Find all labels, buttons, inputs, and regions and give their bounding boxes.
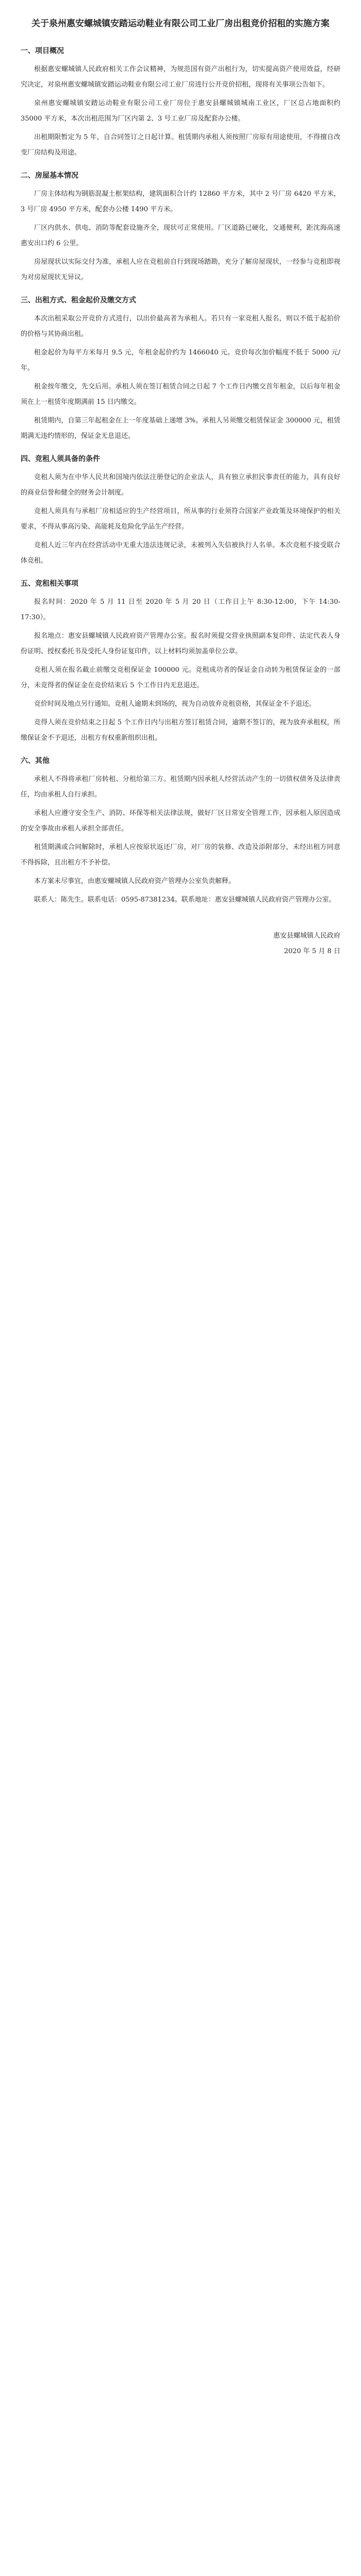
paragraph: 厂区内供水、供电、消防等配套设施齐全，现状可正常使用。厂区道路已硬化，交通便利，距沈海高速惠安出口约 6 公里。 xyxy=(21,224,340,247)
paragraph: 竞租人近三年内在经营活动中无重大违法违规记录，未被列入失信被执行人名单。本次竞租不接受联合体竞租。 xyxy=(21,541,340,565)
paragraph: 竞价时间及地点另行通知。竞租人逾期未到场的，视为自动放弃竞租资格，其保证金不予退还。 xyxy=(34,700,316,708)
section-heading-5: 五、竞租相关事项 xyxy=(21,580,78,588)
contact-info: 联系人：陈先生。联系电话：0595-87381234。联系地址：惠安县螺城镇人民政府资产管理办公室。 xyxy=(34,896,336,904)
paragraph: 租赁期内，自第三年起租金在上一年度基础上递增 3%。承租人另须缴交租赁保证金 300000 元，租赁期满无违约情形的，保证金无息退还。 xyxy=(21,417,340,440)
paragraph: 出租期限暂定为 5 年，自合同签订之日起计算。租赁期内承租人须按照厂房原有用途使用，不得擅自改变厂房结构及用途。 xyxy=(21,133,340,157)
paragraph: 租金起价为每平方米每月 9.5 元，年租金起价约为 1466040 元。竞价每次加价幅度不低于 5000 元/年。 xyxy=(21,349,340,372)
paragraph: 租金按年缴交，先交后用。承租人须在签订租赁合同之日起 7 个工作日内缴交首年租金，以后每年租金须在上一租赁年度期满前 15 日内缴交。 xyxy=(21,383,340,406)
paragraph: 报名地点：惠安县螺城镇人民政府资产管理办公室。报名时须提交营业执照副本复印件、法定代表人身份证明、授权委托书及受托人身份证复印件，以上材料均须加盖单位公章。 xyxy=(21,632,340,655)
document xyxy=(21,16,340,959)
paragraph: 竞租人须在报名截止前缴交竞租保证金 100000 元。竞租成功者的保证金自动转为租赁保证金的一部分，未竞得者的保证金在竞价结束后 5 个工作日内无息退还。 xyxy=(21,666,340,689)
document-title: 关于泉州惠安螺城镇安踏运动鞋业有限公司工业厂房出租竞价招租的实施方案 xyxy=(31,19,330,29)
paragraph: 竞租人须具有与承租厂房相适应的生产经营项目，所从事的行业须符合国家产业政策及环境保护的相关要求，不得从事高污染、高能耗及危险化学品生产经营。 xyxy=(21,507,340,531)
section-heading-1: 一、项目概况 xyxy=(21,47,64,55)
paragraph: 竞得人须在竞价结束之日起 5 个工作日内与出租方签订租赁合同，逾期不签订的，视为放弃承租权，所缴保证金不予退还，出租方有权重新组织出租。 xyxy=(21,719,340,742)
signature-org: 惠安县螺城镇人民政府 xyxy=(273,932,340,940)
paragraph: 承租人应遵守安全生产、消防、环保等相关法律法规，做好厂区日常安全管理工作，因承租人原因造成的安全事故由承租人承担全部责任。 xyxy=(21,809,340,833)
section-heading-3: 三、出租方式、租金起价及缴交方式 xyxy=(21,296,136,304)
paragraph: 根据惠安螺城镇人民政府相关工作会议精神，为规范国有资产出租行为，切实提高资产使用效益，经研究决定，对泉州惠安螺城镇安踏运动鞋业有限公司工业厂房进行公开竞价招租，现将有关事项公告如下。 xyxy=(21,65,340,89)
section-heading-6: 六、其他 xyxy=(21,757,50,765)
paragraph: 报名时间：2020 年 5 月 11 日至 2020 年 5 月 20 日（工作日上午 8:30-12:00，下午 14:30-17:30）。 xyxy=(21,598,340,621)
paragraph: 承租人不得将承租厂房转租、分租给第三方。租赁期内因承租人经营活动产生的一切债权债务及法律责任，均由承租人自行承担。 xyxy=(21,775,340,799)
paragraph: 本次出租采取公开竞价方式进行，以出价最高者为承租人。若只有一家竞租人报名，则以不低于起拍价的价格与其协商出租。 xyxy=(21,315,340,338)
paragraph: 房屋现状以实际交付为准，承租人应在竞租前自行到现场踏勘，充分了解房屋现状，一经参与竞租即视为对房屋现状无异议。 xyxy=(21,258,340,281)
signature-date: 2020 年 5 月 8 日 xyxy=(284,947,340,955)
section-heading-2: 二、房屋基本情况 xyxy=(21,172,78,180)
signature-block xyxy=(21,928,340,959)
paragraph: 厂房主体结构为钢筋混凝土框架结构，建筑面积合计约 12860 平方米，其中 2 号厂房 6420 平方米，3 号厂房 4950 平方米，配套办公楼 1490 平方米。 xyxy=(21,190,340,213)
section-heading-4: 四、竞租人须具备的条件 xyxy=(21,455,100,463)
paragraph: 竞租人须为在中华人民共和国境内依法注册登记的企业法人，具有独立承担民事责任的能力，具有良好的商业信誉和健全的财务会计制度。 xyxy=(21,473,340,497)
paragraph: 租赁期满或合同解除时，承租人应按原状返还厂房，对厂房的装修、改造及添附部分，未经出租方同意不得拆除，且出租方不予补偿。 xyxy=(21,843,340,867)
paragraph: 本方案未尽事宜，由惠安螺城镇人民政府资产管理办公室负责解释。 xyxy=(34,877,236,885)
paragraph: 泉州惠安螺城镇安踏运动鞋业有限公司工业厂房位于惠安县螺城镇城南工业区，厂区总占地面积约 35000 平方米，本次出租范围为厂区内第 2、3 号工业厂房及配套办公楼。 xyxy=(21,99,340,123)
